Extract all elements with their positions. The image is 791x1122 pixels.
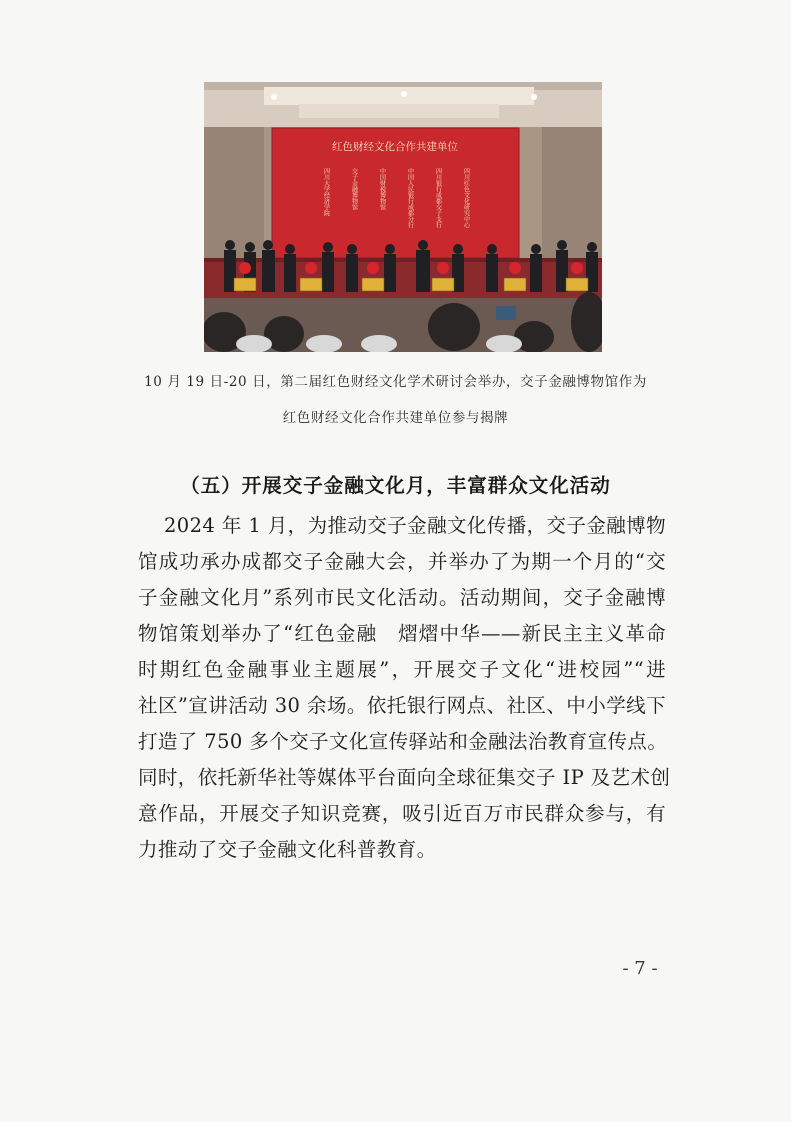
banner-column: 四川红色文化研究中心: [462, 168, 470, 228]
paragraph-line: 力推动了交子金融文化科普教育。: [138, 838, 437, 861]
section-heading: （五）开展交子金融文化月，丰富群众文化活动: [180, 474, 611, 497]
banner-column: 四川大学经济学院: [322, 168, 330, 216]
paragraph-line: 意作品，开展交子知识竞赛，吸引近百万市民群众参与，有: [138, 802, 666, 825]
paragraph-line: 打造了 750 多个交子文化宣传驿站和金融法治教育宣传点。: [138, 730, 668, 753]
body-paragraph: [138, 508, 671, 868]
event-photo-illustration: [204, 82, 602, 352]
paragraph-line: 子金融文化月”系列市民文化活动。活动期间，交子金融博: [138, 586, 666, 609]
banner-column: 中国财税博物馆: [378, 168, 386, 210]
paragraph-line: 社区”宣讲活动 30 余场。依托银行网点、社区、中小学线下: [138, 694, 666, 717]
event-photo: [204, 82, 602, 352]
page-number: - 7 -: [622, 958, 658, 979]
paragraph-line: 物馆策划举办了“红色金融 熠熠中华——新民主主义革命: [138, 622, 666, 645]
paragraph-line: 时期红色金融事业主题展”，开展交子文化“进校园”“进: [138, 658, 666, 681]
photo-caption-line-2: 红色财经文化合作共建单位参与揭牌: [282, 410, 509, 426]
banner-title: 红色财经文化合作共建单位: [332, 141, 458, 153]
banner-column: 中国人民银行成都分行: [406, 168, 414, 228]
paragraph-line: 同时，依托新华社等媒体平台面向全球征集交子 IP 及艺术创: [138, 766, 671, 789]
banner-column: 四川银行成都交子支行: [434, 168, 442, 228]
paragraph-line: 2024 年 1 月，为推动交子金融文化传播，交子金融博物: [164, 514, 666, 537]
photo-caption-line-1: 10 月 19 日-20 日，第二届红色财经文化学术研讨会举办，交子金融博物馆作为: [144, 374, 647, 390]
banner-column: 交子金融博物馆: [350, 168, 358, 210]
paragraph-line: 馆成功承办成都交子金融大会，并举办了为期一个月的“交: [138, 550, 666, 573]
